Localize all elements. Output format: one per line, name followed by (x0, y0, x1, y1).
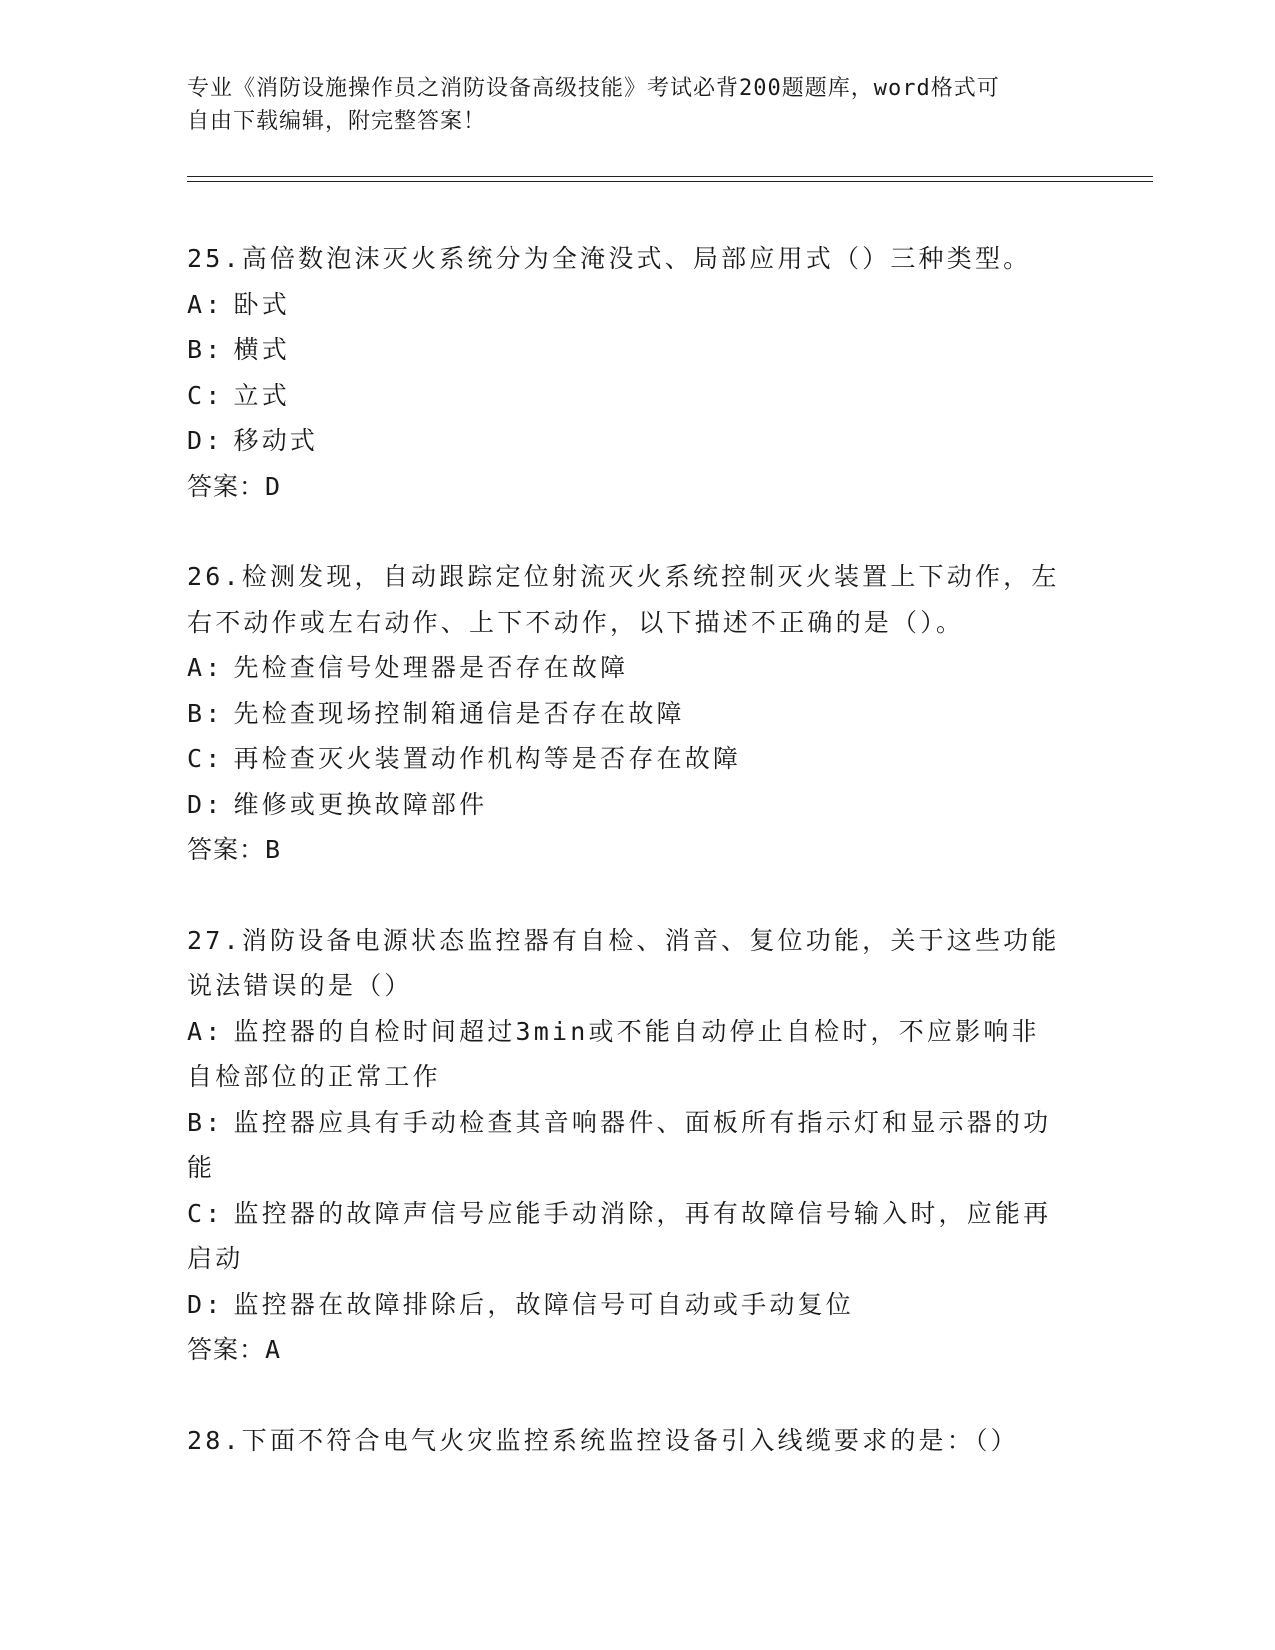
answer-option-line (187, 1191, 1087, 1237)
option-text: 卧式 (233, 289, 290, 319)
document-header (187, 72, 1067, 138)
option-key: D: (187, 426, 224, 455)
header-line-1: 专业《消防设施操作员之消防设备高级技能》考试必背200题题库，word格式可 (187, 76, 1000, 101)
answer-option-line (187, 782, 1087, 828)
question-stem-line: 说法错误的是（） (187, 971, 413, 1000)
answer-option-line (187, 691, 1087, 737)
header-divider-top (187, 176, 1153, 177)
question-block (187, 554, 1087, 873)
option-text: 再检查灭火装置动作机构等是否存在故障 (233, 744, 742, 773)
question-stem-line: 右不动作或左右动作、上下不动作，以下描述不正确的是（）。 (187, 607, 965, 637)
option-text: 监控器的自检时间超过3min或不能自动停止自检时，不应影响非 (233, 1016, 1040, 1046)
answer-value: A (265, 1335, 283, 1364)
option-key: B: (187, 698, 224, 728)
option-key: D: (187, 789, 224, 819)
answer-label: 答案： (187, 1335, 266, 1364)
answer-option-line (187, 1100, 1087, 1146)
question-stem-line: 27.消防设备电源状态监控器有自检、消音、复位功能，关于这些功能 (187, 925, 1060, 955)
option-text: 维修或更换故障部件 (233, 789, 488, 819)
option-key: A: (187, 1016, 224, 1046)
question-stem-line: 28.下面不符合电气火灾监控系统监控设备引入线缆要求的是：（） (187, 1425, 1019, 1455)
question-block (187, 1418, 1087, 1464)
answer-line (187, 1327, 1087, 1373)
option-text: 先检查信号处理器是否存在故障 (233, 653, 629, 682)
answer-line (187, 464, 1087, 510)
option-key: A: (187, 289, 224, 319)
question-stem-line: 25.高倍数泡沫灭火系统分为全淹没式、局部应用式（）三种类型。 (187, 244, 1032, 273)
answer-option-line (187, 645, 1087, 691)
option-text: 自检部位的正常工作 (187, 1062, 441, 1091)
answer-value: B (265, 835, 283, 864)
answer-label: 答案： (187, 471, 266, 501)
answer-line (187, 827, 1087, 873)
question-stem-line: 26.检测发现，自动跟踪定位射流灭火系统控制灭火装置上下动作，左 (187, 562, 1060, 591)
option-key: C: (187, 1198, 224, 1228)
answer-option-line (187, 1054, 1087, 1100)
option-text: 监控器在故障排除后，故障信号可自动或手动复位 (233, 1289, 854, 1319)
question-block (187, 918, 1087, 1373)
option-key: A: (187, 653, 224, 682)
answer-option-line (187, 1009, 1087, 1055)
option-text: 立式 (233, 380, 290, 410)
option-key: B: (187, 1107, 224, 1137)
option-text: 横式 (233, 335, 290, 364)
answer-option-line (187, 282, 1087, 328)
option-text: 移动式 (233, 426, 319, 455)
answer-option-line (187, 327, 1087, 373)
answer-option-line (187, 373, 1087, 419)
question-block (187, 236, 1087, 509)
option-text: 先检查现场控制箱通信是否存在故障 (233, 698, 685, 728)
header-line-2: 自由下载编辑，附完整答案！ (187, 109, 487, 134)
option-text: 监控器应具有手动检查其音响器件、面板所有指示灯和显示器的功 (233, 1107, 1052, 1137)
option-key: B: (187, 335, 224, 364)
header-divider-bottom (187, 181, 1153, 182)
option-text: 启动 (187, 1244, 244, 1273)
answer-label: 答案： (187, 835, 266, 864)
answer-value: D (265, 471, 283, 501)
answer-option-line (187, 1145, 1087, 1191)
option-text: 能 (187, 1153, 216, 1182)
question-list (187, 236, 1087, 1508)
option-key: D: (187, 1289, 224, 1319)
answer-option-line (187, 736, 1087, 782)
option-text: 监控器的故障声信号应能手动消除，再有故障信号输入时，应能再 (233, 1198, 1052, 1228)
option-key: C: (187, 744, 224, 773)
answer-option-line (187, 418, 1087, 464)
option-key: C: (187, 380, 224, 410)
answer-option-line (187, 1282, 1087, 1328)
answer-option-line (187, 1236, 1087, 1282)
